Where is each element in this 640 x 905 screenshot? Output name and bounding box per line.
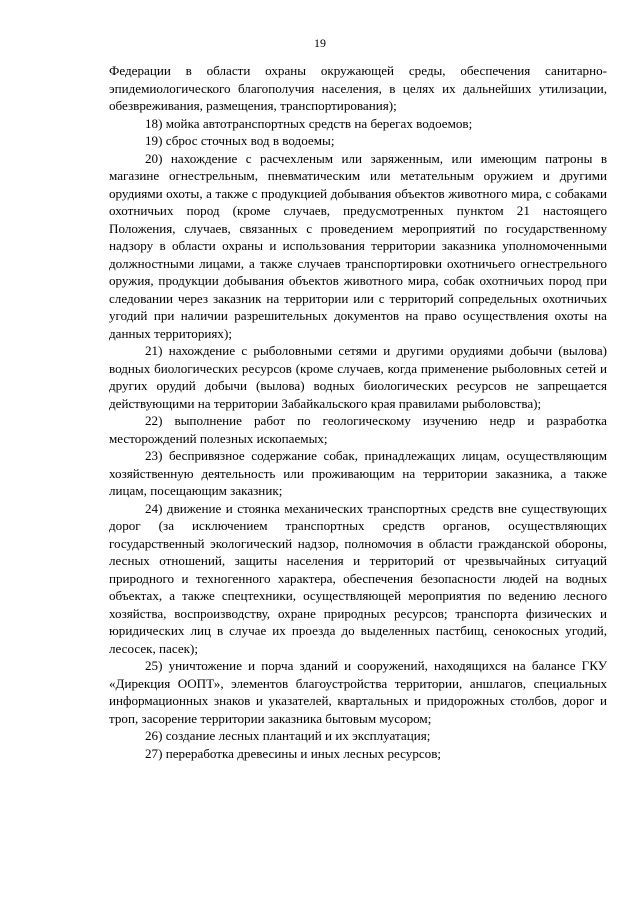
- paragraph-item-25: 25) уничтожение и порча зданий и сооружений, находящихся на балансе ГКУ «Дирекция ООПТ», элементов благоустройства территории, аншлагов, специальных информационных знаков и указателей, квартальных и придорожных столбов, дорог и троп, засорение территории заказника бытовым мусором;: [109, 658, 607, 726]
- paragraph-item-21: 21) нахождение с рыболовными сетями и другими орудиями добычи (вылова) водных биологических ресурсов (кроме случаев, когда применение рыболовных сетей и других орудий добычи (вылова) водных биологических ресурсов не запрещается действующими на территории Забайкальского края правилами рыболовства);: [109, 343, 607, 411]
- paragraph-item-19: 19) сброс сточных вод в водоемы;: [145, 133, 335, 148]
- paragraph-item-23: 23) беспривязное содержание собак, принадлежащих лицам, осуществляющим хозяйственную деятельность или проживающим на территории заказника, а также лицам, посещающим заказник;: [109, 448, 607, 498]
- paragraph-item-26: 26) создание лесных плантаций и их эксплуатация;: [145, 728, 431, 743]
- document-body: [109, 62, 607, 762]
- paragraph-item-18: 18) мойка автотранспортных средств на берегах водоемов;: [145, 115, 473, 131]
- paragraph-item-24: 24) движение и стоянка механических транспортных средств вне существующих дорог (за исключением транспортных средств органов, осуществляющих государственный экологический надзор, полномочия в области гражданской обороны, лесных отношений, защиты населения и территорий от чрезвычайных ситуаций природного и техногенного характера, обеспечения безопасности людей на водных объектах, а также спецтехники, осуществляющей мероприятия по ведению лесного хозяйства, воспроизводству, охране природных ресурсов; транспорта физических и юридических лиц в случае их проезда до выделенных пастбищ, сенокосных угодий, лесосек, пасек);: [109, 500, 607, 656]
- paragraph-continuation: Федерации в области охраны окружающей среды, обеспечения санитарно-эпидемиологического благополучия населения, в целях их дальнейших утилизации, обезвреживания, размещения, транспортирования);: [109, 63, 607, 113]
- page-number: 19: [314, 36, 326, 50]
- paragraph-item-22: 22) выполнение работ по геологическому изучению недр и разработка месторождений полезных ископаемых;: [109, 413, 607, 446]
- paragraph-item-20: 20) нахождение с расчехленым или заряженным, или имеющим патроны в магазине огнестрельным, пневматическим или метательным оружием и другими орудиями охоты, а также с продукцией добывания объектов животного мира, с собаками охотничьих пород (кроме случаев, предусмотренных пунктом 21 настоящего Положения, случаев, связанных с проведением мероприятий по государственному надзору в области охраны и использования территории заказника уполномоченными должностными лицами, а также случаев транспортировки охотничьего огнестрельного оружия, продукции добывания объектов животного мира, собак охотничьих пород при следовании через заказник на территории или с территорий сопредельных охотничьих угодий при наличии разрешительных документов на право осуществления охоты на данных территориях);: [109, 150, 607, 341]
- paragraph-item-27: 27) переработка древесины и иных лесных ресурсов;: [145, 745, 442, 761]
